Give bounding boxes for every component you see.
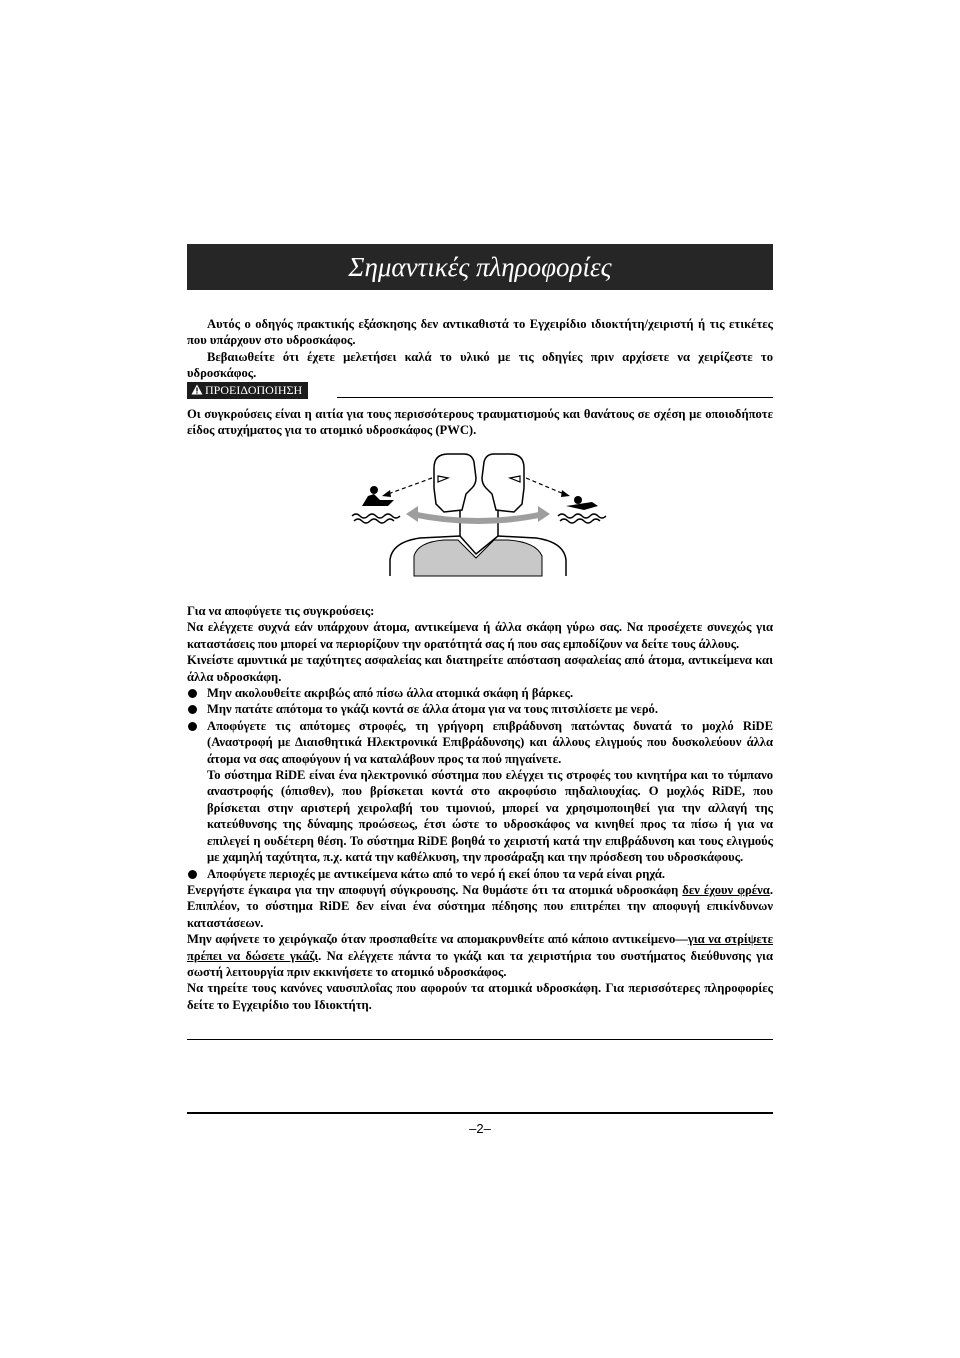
warning-rule bbox=[337, 397, 773, 398]
paragraph-lookout: Να ελέγχετε συχνά εάν υπάρχουν άτομα, αντικείμενα ή άλλα σκάφη γύρω σας. Να προσέχετε συνεχώς για καταστάσεις που μπορεί να περιορίζουν την ορατότητά σας ή που σας εμποδίζουν να δείτε τους άλλους. bbox=[187, 620, 773, 651]
warning-label: ΠΡΟΕΙΔΟΠΟΙΗΣΗ bbox=[205, 383, 303, 397]
warning-header bbox=[187, 382, 773, 399]
list-item: Μην πατάτε απότομα το γκάζι κοντά σε άλλα άτομα για να τους πιτσιλίσετε με νερό. bbox=[187, 701, 773, 717]
bullet-icon bbox=[188, 689, 197, 698]
paragraph-no-brakes: Ενεργήστε έγκαιρα για την αποφυγή σύγκρουσης. Να θυμάστε ότι τα ατομικά υδροσκάφη δεν έχουν φρένα. Επιπλέον, το σύστημα RiDE δεν είναι ένα σύστημα πέδησης που επιτρέπει την αποφυγή επικίνδυνων καταστάσεων. bbox=[187, 882, 773, 930]
underlined-throttle: για να στρίψετε πρέπει να δώσετε γκάζι bbox=[187, 932, 773, 963]
avoid-heading: Για να αποφύγετε τις συγκρούσεις: bbox=[187, 604, 375, 618]
underlined-no-brakes: δεν έχουν φρένα bbox=[682, 882, 770, 897]
list-item: Αποφύγετε τις απότομες στροφές, τη γρήγορη επιβράδυνση πατώντας δυνατά το μοχλό RiDE (Αναστροφή με Διαισθητικά Ηλεκτρονικά Επιβράδυνσης) και άλλους ελιγμούς που δυσκολεύουν άλλα άτομα να σας αποφύγουν ή να καταλάβουν προς τα πού πηγαίνετε. bbox=[187, 718, 773, 767]
intro-section bbox=[187, 316, 773, 382]
bullet-icon bbox=[188, 722, 197, 731]
list-item: Αποφύγετε περιοχές με αντικείμενα κάτω από το νερό ή εκεί όπου τα νερά είναι ρηχά. bbox=[187, 866, 773, 882]
intro-paragraph-2: Βεβαιωθείτε ότι έχετε μελετήσει καλά το υλικό με τις οδηγίες πριν αρχίσετε να χειρίζεστε το υδροσκάφος. bbox=[187, 349, 773, 381]
collision-awareness-illustration bbox=[348, 448, 612, 580]
section-end-rule bbox=[187, 1039, 773, 1040]
warning-badge bbox=[187, 382, 308, 399]
intro-paragraph-1: Αυτός ο οδηγός πρακτικής εξάσκησης δεν αντικαθιστά το Εγχειρίδιο ιδιοκτήτη/χειριστή ή τις ετικέτες που υπάρχουν στο υδροσκάφος. bbox=[187, 317, 773, 348]
avoidance-list bbox=[187, 685, 773, 767]
ride-description: Το σύστημα RiDE είναι ένα ηλεκτρονικό σύστημα που ελέγχει τις στροφές του κινητήρα και το τύμπανο αναστροφής (όπισθεν), που βρίσκεται κοντά στο ακροφύσιο πηδαλιουχίας. Ο μοχλός RiDE, που βρίσκεται στην αριστερή χειρολαβή του τιμονιού, μπορεί να χρησιμοποιηθεί για την αλλαγή της κατεύθυνσης της δύναμης προώσεως, έτσι ώστε το υδροσκάφος να κινηθεί προς τα πίσω ή για να επιλεγεί η ουδέτερη θέση. Το σύστημα RiDE βοηθά το χειριστή κατά την επιβράδυνση και τους ελιγμούς με χαμηλή ταχύτητα, π.χ. κατά την καθέλκυση, την προσάραξη και την πρόσδεση του υδροσκάφους. bbox=[207, 768, 773, 865]
collision-avoidance-section bbox=[187, 603, 773, 1013]
bullet-icon bbox=[188, 870, 197, 879]
paragraph-safe-speed: Κινείστε αμυντικά με ταχύτητες ασφαλείας και διατηρείτε απόσταση ασφαλείας από άτομα, αντικείμενα και άλλα υδροσκάφη. bbox=[187, 653, 773, 684]
warning-text: Οι συγκρούσεις είναι η αιτία για τους περισσότερους τραυματισμούς και θανάτους σε σχέση με οποιοδήποτε είδος ατυχήματος για το ατομικό υδροσκάφος (PWC). bbox=[187, 407, 773, 438]
list-item: Μην ακολουθείτε ακριβώς από πίσω άλλα ατομικά σκάφη ή βάρκες. bbox=[187, 685, 773, 701]
page-number: –2– bbox=[469, 1121, 491, 1136]
page-title: Σημαντικές πληροφορίες bbox=[187, 244, 773, 290]
bullet-icon bbox=[188, 705, 197, 714]
paragraph-throttle: Μην αφήνετε το χειρόγκαζο όταν προσπαθείτε να απομακρυνθείτε από κάποιο αντικείμενο—για να στρίψετε πρέπει να δώσετε γκάζι. Να ελέγχετε πάντα το γκάζι και τα χειριστήρια του συστήματος διεύθυνσης για σωστή λειτουργία πριν εκκινήσετε το ατομικό υδροσκάφος. bbox=[187, 932, 773, 979]
warning-triangle-icon bbox=[191, 384, 203, 395]
footer-rule bbox=[187, 1112, 773, 1114]
paragraph-rules: Να τηρείτε τους κανόνες ναυσιπλοΐας που αφορούν τα ατομικά υδροσκάφη. Για περισσότερες πληροφορίες δείτε το Εγχειρίδιο του Ιδιοκτήτη. bbox=[187, 981, 773, 1012]
